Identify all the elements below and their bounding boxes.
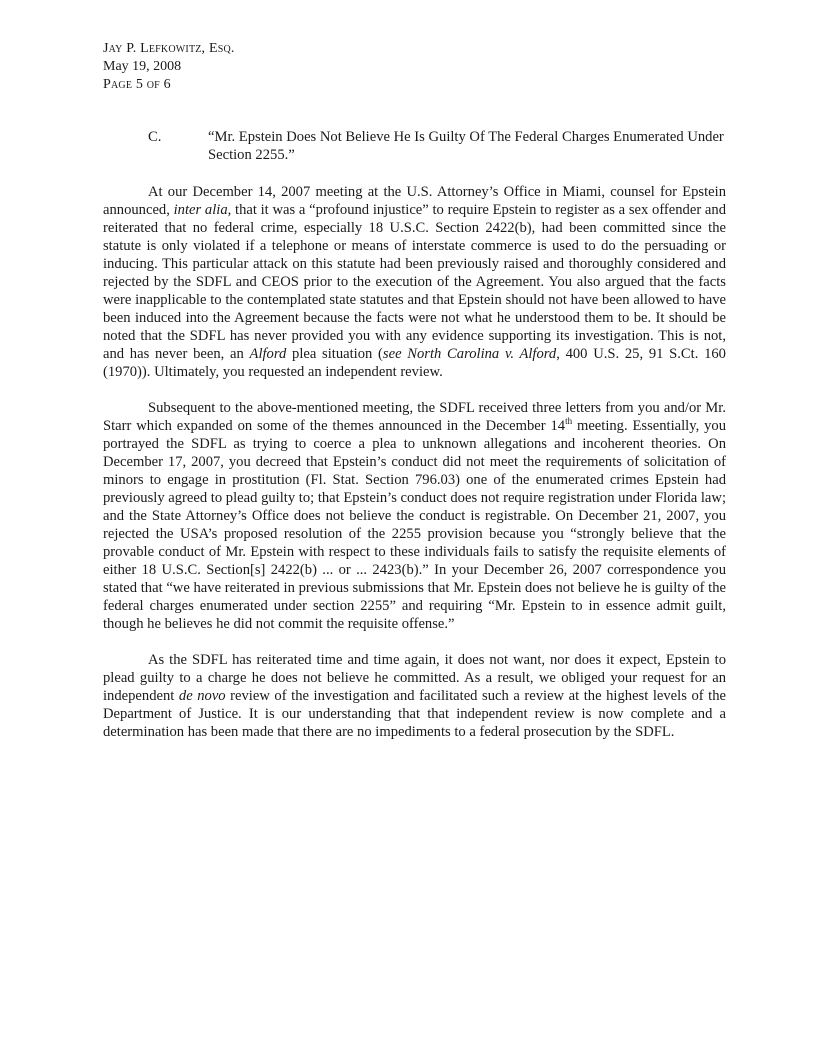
letter-date: May 19, 2008: [103, 59, 182, 74]
letter-body: [103, 183, 726, 759]
page-number: Page 5 of 6: [103, 77, 171, 92]
letter-header: [103, 40, 235, 94]
section-title: “Mr. Epstein Does Not Believe He Is Guilty Of The Federal Charges Enumerated Under Section 2255.”: [208, 129, 724, 163]
paragraph-1-text-c: , that it was a “profound injustice” to require Epstein to register as a sex offender and reiterated that no federal crime, especially 18 U.S.C. Section 2422(b), had been committed since the statute is only violated if a telephone or means of interstate commerce is used to do the persuading or inducing. This particular attack on this statute had been previously raised and thoroughly considered and rejected by the SDFL and CEOS prior to the execution of the Agreement. You also argued that the facts were inapplicable to the contemplated state statutes and that Epstein should not have been allowed to have been induced into the Agreement because the facts were not what he understood them to be. It should be noted that the SDFL has never provided you with any evidence supporting its investigation. This is not, and has never been, an: [103, 202, 726, 362]
paragraph-2: [103, 399, 726, 633]
paragraph-2-text-b: meeting. Essentially, you portrayed the SDFL as trying to coerce a plea to unknown allegations and incoherent theories. On December 17, 2007, you decreed that Epstein’s conduct did not meet the requirements of solicitation of minors to engage in prostitution (Fl. Stat. Section 796.03) one of the enumerated crimes Epstein had previously agreed to plead guilty to; that Epstein’s conduct does not require registration under Florida law; and the State Attorney’s Office does not believe the conduct is registrable. On December 21, 2007, you rejected the USA’s proposed resolution of the 2255 provision because you “strongly believe that the provable conduct of Mr. Epstein with respect to these individuals fails to satisfy the requisite elements of either 18 U.S.C. Section[s] 2422(b) ... or ... 2423(b).” In your December 26, 2007 correspondence you stated that “we have reiterated in previous submissions that Mr. Epstein does not believe he is guilty of the federal charges enumerated under section 2255” and requiring “Mr. Epstein to in essence admit guilt, though he believes he did not commit the requisite offense.”: [103, 418, 726, 632]
paragraph-1-italic-alford: Alford: [249, 346, 287, 362]
paragraph-1-italic-citation: see North Carolina v. Alford: [382, 346, 557, 362]
paragraph-3-italic-de-novo: de novo: [178, 688, 226, 704]
paragraph-2-text-a: Subsequent to the above-mentioned meeting, the SDFL received three letters from you and/or Mr. Starr which expanded on some of the themes announced in the December 14: [103, 400, 726, 434]
paragraph-3-text-a: As the SDFL has reiterated time and time again, it does not want, nor does it expect, Epstein to plead guilty to a charge he does not believe he committed. As a result, we obliged your request for an independent: [103, 652, 726, 704]
section-heading: [103, 128, 729, 164]
paragraph-1: [103, 183, 726, 381]
paragraph-3: [103, 651, 726, 741]
paragraph-3-text-c: review of the investigation and facilitated such a review at the highest levels of the Department of Justice. It is our understanding that that independent review is now complete and a determination has been made that there are no impediments to a federal prosecution by the SDFL.: [103, 688, 726, 740]
section-letter: C.: [148, 129, 162, 145]
addressee-name: Jay P. Lefkowitz, Esq.: [103, 41, 235, 56]
paragraph-2-superscript: th: [565, 416, 573, 427]
paragraph-1-text-g: , 400 U.S. 25, 91 S.Ct. 160 (1970)). Ultimately, you requested an independent review.: [103, 346, 726, 380]
paragraph-1-text-e: plea situation (: [286, 346, 383, 362]
paragraph-1-text-a: At our December 14, 2007 meeting at the U.S. Attorney’s Office in Miami, counsel for Epstein announced,: [103, 184, 726, 218]
paragraph-1-italic-inter-alia: inter alia: [173, 202, 228, 218]
